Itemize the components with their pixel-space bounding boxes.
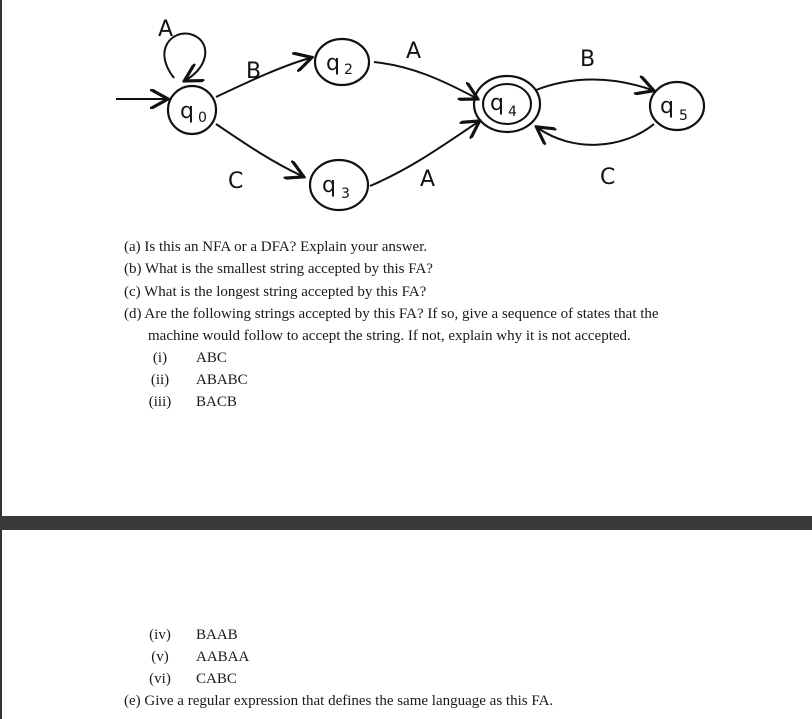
state-q3: [310, 160, 368, 210]
string-number: (v): [151, 649, 169, 665]
state-label-q2: q: [326, 51, 340, 76]
transition-label-q0-q3: C: [228, 169, 244, 194]
transition-label-q4-q5: B: [580, 47, 596, 72]
transition-label-q0-q2: B: [246, 59, 262, 84]
string-value: BAAB: [196, 627, 238, 643]
string-value: CABC: [196, 671, 237, 687]
state-label-q0: q: [180, 99, 194, 124]
state-sub-q4: 4: [508, 104, 517, 120]
transition-q0-q2: [216, 58, 310, 97]
question-c: (c) What is the longest string accepted by this FA?: [124, 284, 427, 300]
transition-label-q0-q0: A: [158, 17, 174, 42]
state-sub-q5: 5: [679, 108, 688, 124]
string-number: (vi): [149, 671, 171, 687]
transition-q2-q4: [374, 62, 476, 98]
state-sub-q0: 0: [198, 110, 207, 126]
transition-label-q3-q4: A: [420, 167, 436, 192]
question-a: (a) Is this an NFA or a DFA? Explain your answer.: [124, 239, 428, 255]
page-separator: [0, 516, 812, 530]
state-label-q4: q: [490, 91, 504, 116]
state-sub-q3: 3: [341, 186, 350, 202]
string-number: (i): [152, 350, 168, 366]
string-number: (iv): [149, 627, 171, 643]
string-number: (ii): [150, 372, 170, 388]
string-value: ABABC: [196, 372, 248, 388]
state-sub-q2: 2: [344, 62, 353, 78]
state-q0: [168, 86, 216, 134]
state-label-q3: q: [322, 173, 336, 198]
question-d-line2: machine would follow to accept the string. If not, explain why it is not accepted.: [148, 328, 631, 344]
string-value: ABC: [196, 350, 227, 366]
state-q5: [650, 82, 704, 130]
transition-label-q2-q4: A: [406, 39, 422, 64]
question-d-line1: (d) Are the following strings accepted by this FA? If so, give a sequence of states that the: [124, 306, 659, 322]
string-value: BACB: [196, 394, 237, 410]
transition-q4-q5: [536, 80, 652, 91]
question-b: (b) What is the smallest string accepted by this FA?: [124, 261, 433, 277]
string-number: (iii): [148, 394, 172, 410]
state-q2: [315, 39, 369, 85]
question-e: (e) Give a regular expression that defines the same language as this FA.: [124, 693, 554, 709]
string-value: AABAA: [196, 649, 250, 665]
state-q4: [474, 76, 540, 132]
transition-label-q5-q4: C: [600, 165, 616, 190]
transition-q5-q4: [538, 124, 654, 145]
page-bottom: [0, 530, 812, 719]
state-label-q5: q: [660, 94, 674, 119]
